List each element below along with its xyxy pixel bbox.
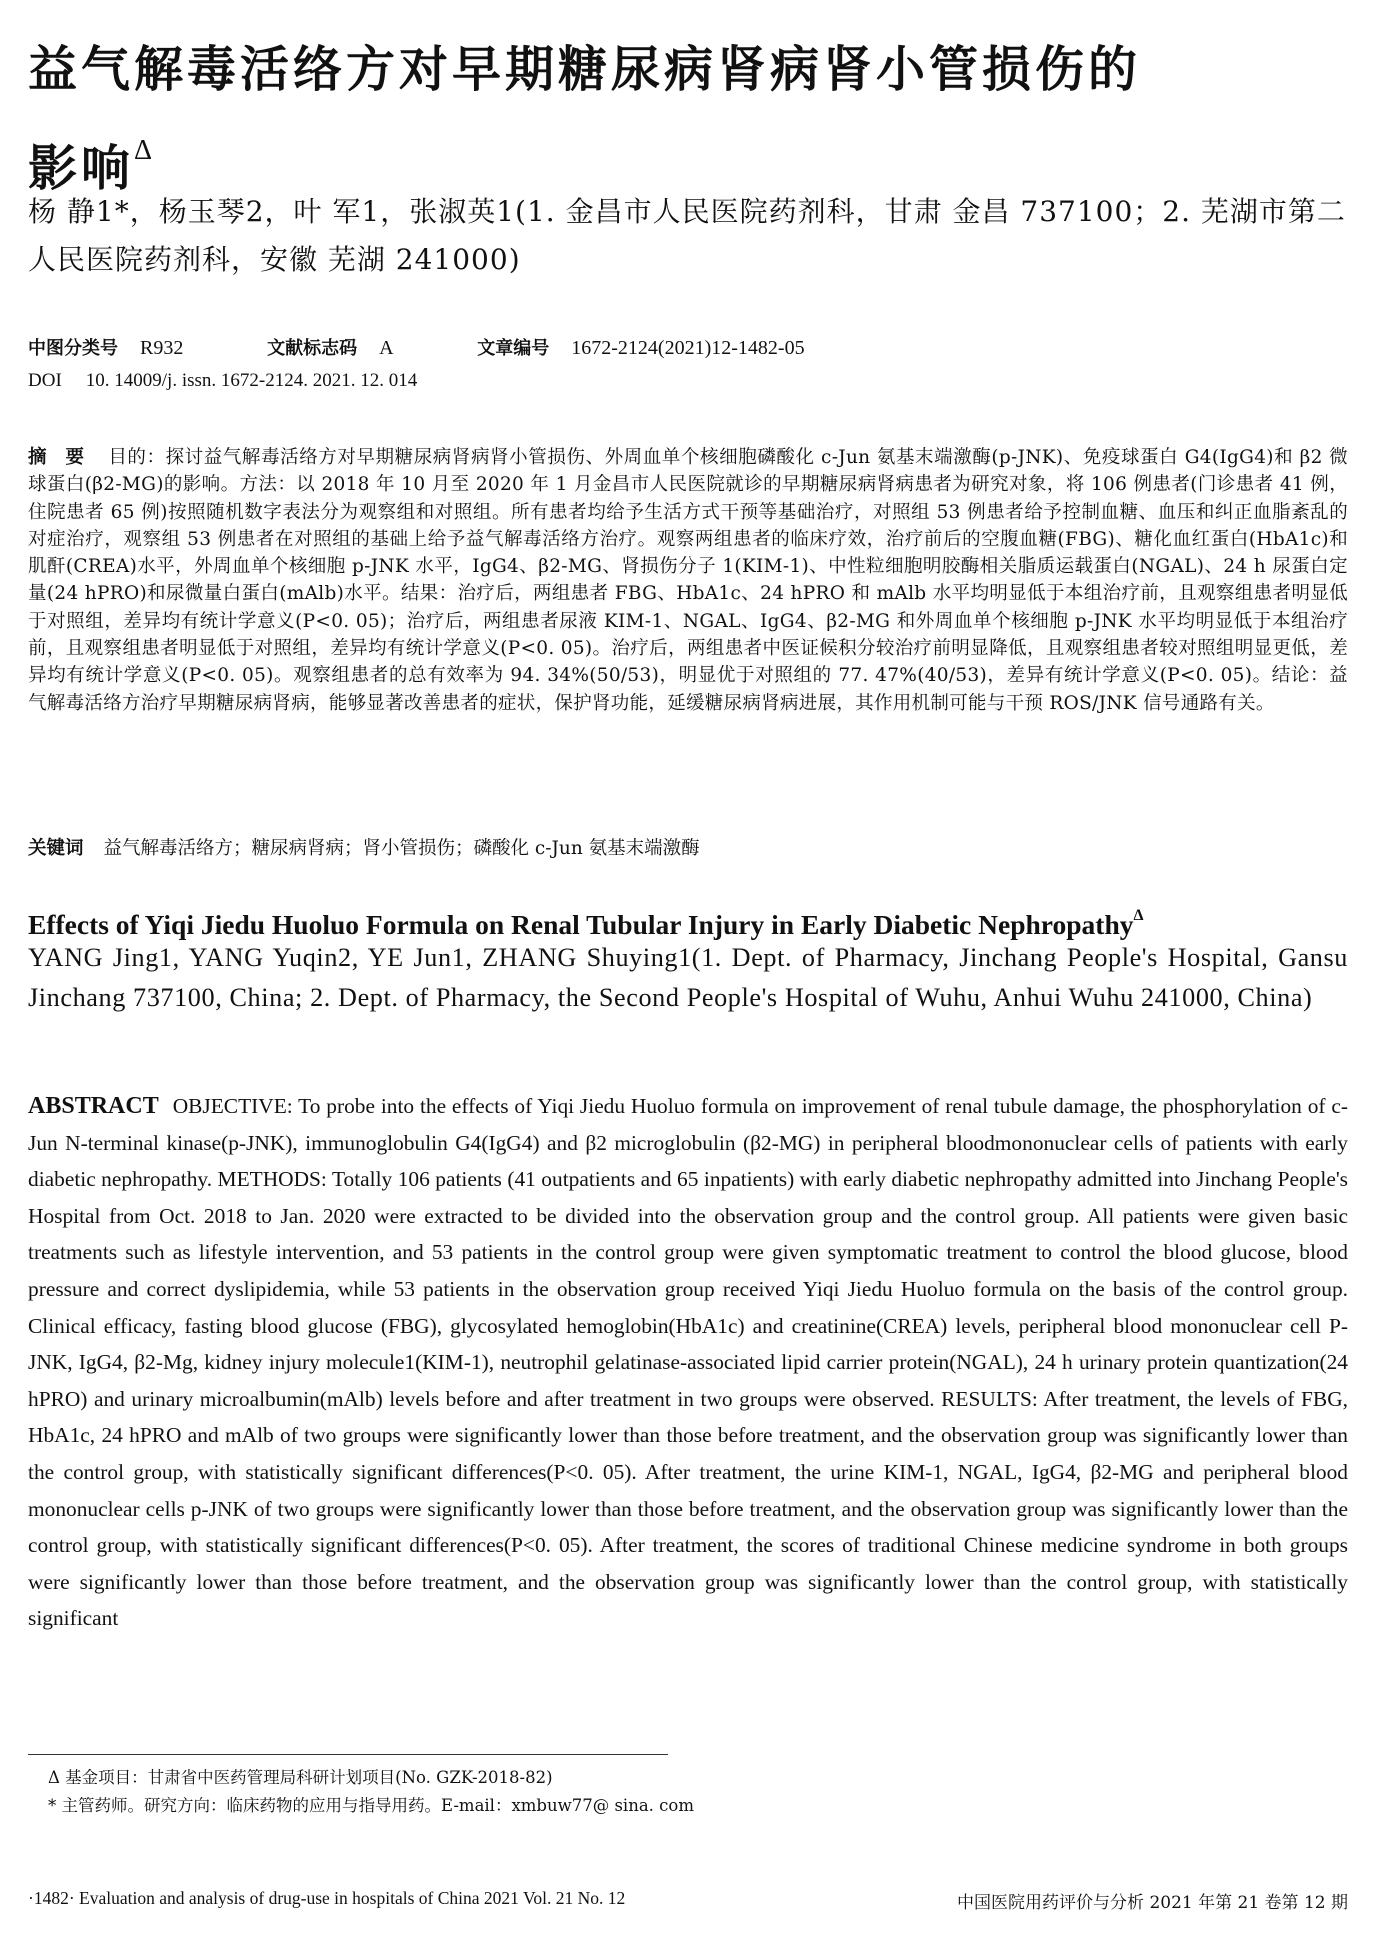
- article-number-label: 文章编号: [477, 338, 550, 359]
- english-abstract-label: ABSTRACT: [28, 1093, 159, 1119]
- footnote-author: * 主管药师。研究方向：临床药物的应用与指导用药。E-mail：xmbuw77@ sina. com: [48, 1796, 694, 1815]
- article-number-value: 1672-2124(2021)12-1482-05: [571, 337, 805, 359]
- chinese-authors: [28, 188, 1348, 284]
- chinese-abstract: [28, 444, 1348, 717]
- keywords: [28, 835, 700, 862]
- footer-journal-en: ·1482· Evaluation and analysis of drug-use in hospitals of China 2021 Vol. 21 No. 12: [28, 1888, 626, 1908]
- doc-code-value: A: [379, 337, 394, 359]
- footnote-fund: Δ 基金项目：甘肃省中医药管理局科研计划项目(No. GZK-2018-82): [48, 1768, 553, 1787]
- chinese-abstract-label: 摘 要: [28, 447, 91, 468]
- keywords-label: 关键词: [28, 838, 84, 859]
- chinese-title-line2: 影响: [28, 139, 135, 197]
- english-fund-mark: Δ: [1133, 907, 1144, 924]
- chinese-title: [28, 28, 1348, 209]
- chinese-title-line1: 益气解毒活络方对早期糖尿病肾病肾小管损伤的: [28, 40, 1142, 98]
- english-authors: [28, 938, 1348, 1018]
- page-footer: [28, 1888, 1348, 1913]
- keywords-text: 益气解毒活络方；糖尿病肾病；肾小管损伤；磷酸化 c-Jun 氨基末端激酶: [103, 838, 700, 859]
- doi-label: DOI: [28, 370, 62, 391]
- doi-value: 10. 14009/j. issn. 1672-2124. 2021. 12. 014: [85, 370, 418, 391]
- footnote-divider: [28, 1754, 668, 1755]
- chinese-authors-text: 杨 静1*，杨玉琴2，叶 军1，张淑英1(1. 金昌市人民医院药剂科，甘肃 金昌 737100；2. 芜湖市第二人民医院药剂科，安徽 芜湖 241000): [28, 195, 1346, 276]
- clc-value: R932: [140, 337, 184, 359]
- english-abstract: [28, 1088, 1348, 1637]
- footnotes: [48, 1764, 1048, 1820]
- english-abstract-text: OBJECTIVE: To probe into the effects of Yiqi Jiedu Huoluo formula on improvement of renal tubule damage, the phosphorylation of c-Jun N-terminal kinase(p-JNK), immunoglobulin G4(IgG4) and β2 microglobulin (β2-MG) in peripheral bloodmononuclear cells of patients with early diabetic nephropathy. METHODS: Totally 106 patients (41 outpatients and 65 inpatients) with early diabetic nephropathy admitted into Jinchang People's Hospital from Oct. 2018 to Jan. 2020 were extracted to be divided into the observation group and the control group. All patients were given basic treatments such as lifestyle intervention, and 53 patients in the control group were given symptomatic treatment to control the blood glucose, blood pressure and correct dyslipidemia, while 53 patients in the observation group received Yiqi Jiedu Huoluo formula on the basis of the control group. Clinical efficacy, fasting blood glucose (FBG), glycosylated hemoglobin(HbA1c) and creatinine(CREA) levels, peripheral blood mononuclear cell P-JNK, IgG4, β2-Mg, kidney injury molecule1(KIM-1), neutrophil gelatinase-associated lipid carrier protein(NGAL), 24 h urinary protein quantization(24 hPRO) and urinary microalbumin(mAlb) levels before and after treatment in two groups were observed. RESULTS: After treatment, the levels of FBG, HbA1c, 24 hPRO and mAlb of two groups were significantly lower than those before treatment, and the observation group was significantly lower than the control group, with statistically significant differences(P<0. 05). After treatment, the urine KIM-1, NGAL, IgG4, β2-MG and peripheral blood mononuclear cells p-JNK of two groups were significantly lower than those before treatment, and the observation group was significantly lower than the control group, with statistically significant differences(P<0. 05). After treatment, the scores of traditional Chinese medicine syndrome in both groups were significantly lower than those before treatment, and the observation group was significantly lower than the control group, with statistically significant: [28, 1094, 1348, 1631]
- fund-mark: Δ: [134, 135, 157, 166]
- english-authors-text: YANG Jing1, YANG Yuqin2, YE Jun1, ZHANG Shuying1(1. Dept. of Pharmacy, Jinchang People's Hospital, Gansu Jinchang 737100, China; 2. Dept. of Pharmacy, the Second People's Hospital of Wuhu, Anhui Wuhu 241000, China): [28, 943, 1348, 1012]
- footer-journal-cn: 中国医院用药评价与分析 2021 年第 21 卷第 12 期: [957, 1893, 1348, 1913]
- classification-line: [28, 334, 1348, 363]
- chinese-abstract-text: 目的：探讨益气解毒活络方对早期糖尿病肾病肾小管损伤、外周血单个核细胞磷酸化 c-Jun 氨基末端激酶(p-JNK)、免疫球蛋白 G4(IgG4)和 β2 微球蛋白(β2-MG)的影响。方法：以 2018 年 10 月至 2020 年 1 月金昌市人民医院就诊的早期糖尿病肾病患者为研究对象，将 106 例患者(门诊患者 41 例，住院患者 65 例)按照随机数字表法分为观察组和对照组。所有患者均给予生活方式干预等基础治疗，对照组 53 例患者给予控制血糖、血压和纠正血脂紊乱的对症治疗，观察组 53 例患者在对照组的基础上给予益气解毒活络方治疗。观察两组患者的临床疗效，治疗前后的空腹血糖(FBG)、糖化血红蛋白(HbA1c)和肌酐(CREA)水平，外周血单个核细胞 p-JNK 水平，IgG4、β2-MG、肾损伤分子 1(KIM-1)、中性粒细胞明胶酶相关脂质运载蛋白(NGAL)、24 h 尿蛋白定量(24 hPRO)和尿微量白蛋白(mAlb)水平。结果：治疗后，两组患者 FBG、HbA1c、24 hPRO 和 mAlb 水平均明显低于本组治疗前，且观察组患者明显低于对照组，差异均有统计学意义(P<0. 05)；治疗后，两组患者尿液 KIM-1、NGAL、IgG4、β2-MG 和外周血单个核细胞 p-JNK 水平均明显低于本组治疗前，且观察组患者明显低于对照组，差异均有统计学意义(P<0. 05)。治疗后，两组患者中医证候积分较治疗前明显降低，且观察组患者较对照组明显更低，差异均有统计学意义(P<0. 05)。观察组患者的总有效率为 94. 34%(50/53)，明显优于对照组的 77. 47%(40/53)，差异有统计学意义(P<0. 05)。结论：益气解毒活络方治疗早期糖尿病肾病，能够显著改善患者的症状，保护肾功能，延缓糖尿病肾病进展，其作用机制可能与干预 ROS/JNK 信号通路有关。: [28, 447, 1348, 714]
- doi-line: [28, 370, 417, 392]
- english-title-text: Effects of Yiqi Jiedu Huoluo Formula on Renal Tubular Injury in Early Diabetic Nephropathy: [28, 909, 1134, 940]
- doc-code-label: 文献标志码: [267, 338, 358, 359]
- clc-label: 中图分类号: [28, 338, 118, 359]
